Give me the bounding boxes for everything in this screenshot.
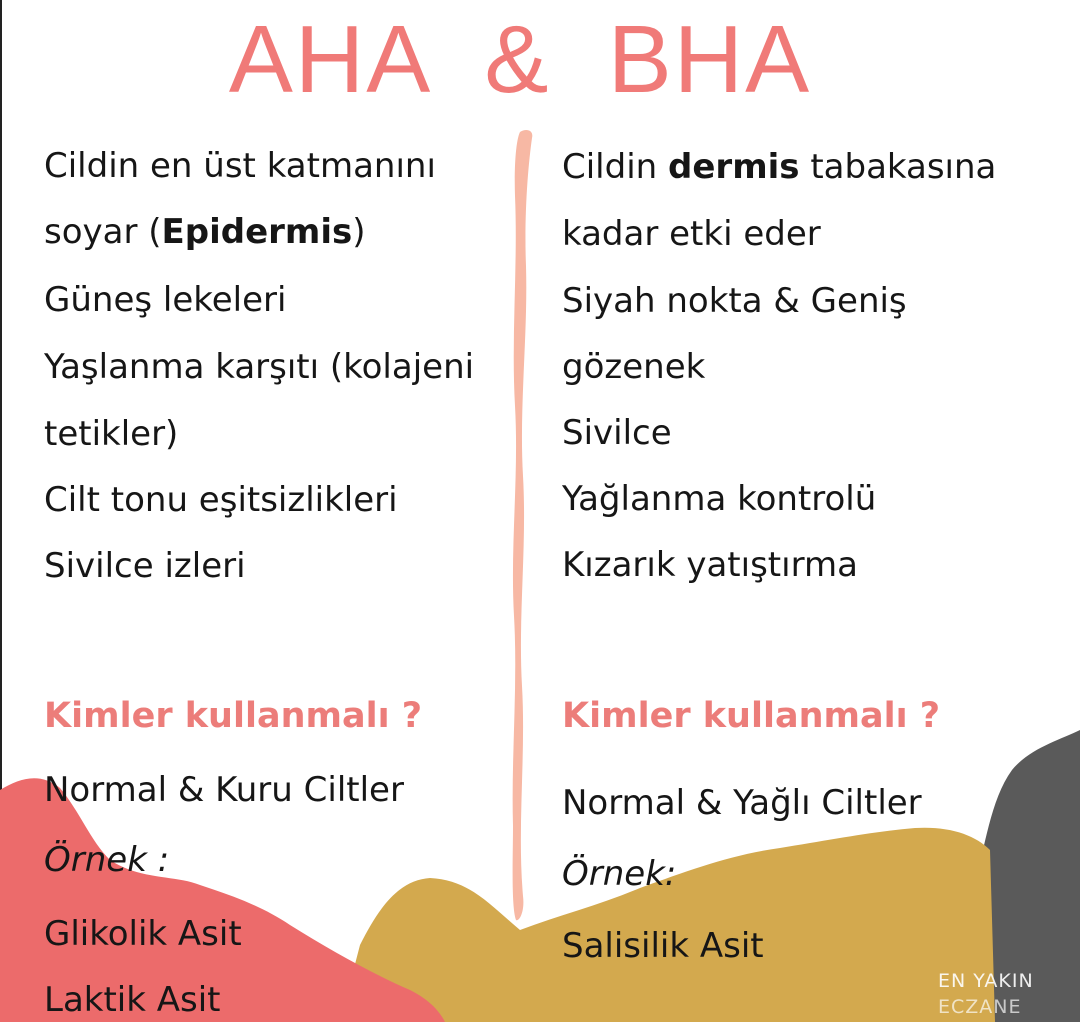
aha-benefit-item: Sivilce izleri xyxy=(44,546,246,586)
bha-example-item: Salisilik Asit xyxy=(562,926,764,966)
aha-skin-types: Normal & Kuru Ciltler xyxy=(44,770,404,810)
bha-benefit-item: Sivilce xyxy=(562,413,672,453)
aha-example-item: Glikolik Asit xyxy=(44,914,242,954)
page-title: AHA & BHA xyxy=(228,6,812,113)
aha-benefit-item: Yaşlanma karşıtı (kolajeni xyxy=(44,347,475,387)
epidermis-term: Epidermis xyxy=(161,212,353,252)
bha-effect-line: Cildin dermis tabakasına xyxy=(562,147,997,187)
bha-benefit-item: Siyah nokta & Geniş xyxy=(562,281,907,321)
bha-effect-line: kadar etki eder xyxy=(562,214,821,254)
watermark-logo: EN YAKIN ECZANE xyxy=(938,970,1034,1018)
aha-benefit-item: Güneş lekeleri xyxy=(44,280,287,320)
aha-benefit-item: Cilt tonu eşitsizlikleri xyxy=(44,480,398,520)
aha-effect-line: Cildin en üst katmanını xyxy=(44,146,436,186)
bha-example-label: Örnek: xyxy=(562,854,677,894)
bha-who-heading: Kimler kullanmalı ? xyxy=(562,696,941,736)
torn-paper-divider xyxy=(502,126,542,926)
aha-effect-line: soyar (Epidermis) xyxy=(44,212,366,252)
aha-example-label: Örnek : xyxy=(44,840,170,880)
bha-benefit-item: Kızarık yatıştırma xyxy=(562,545,858,585)
aha-example-item: Laktik Asit xyxy=(44,980,221,1020)
aha-who-heading: Kimler kullanmalı ? xyxy=(44,696,423,736)
bha-skin-types: Normal & Yağlı Ciltler xyxy=(562,783,922,823)
aha-benefit-item: tetikler) xyxy=(44,414,179,454)
bha-benefit-item: Yağlanma kontrolü xyxy=(562,479,877,519)
dermis-term: dermis xyxy=(668,147,800,187)
bha-benefit-item: gözenek xyxy=(562,347,706,387)
